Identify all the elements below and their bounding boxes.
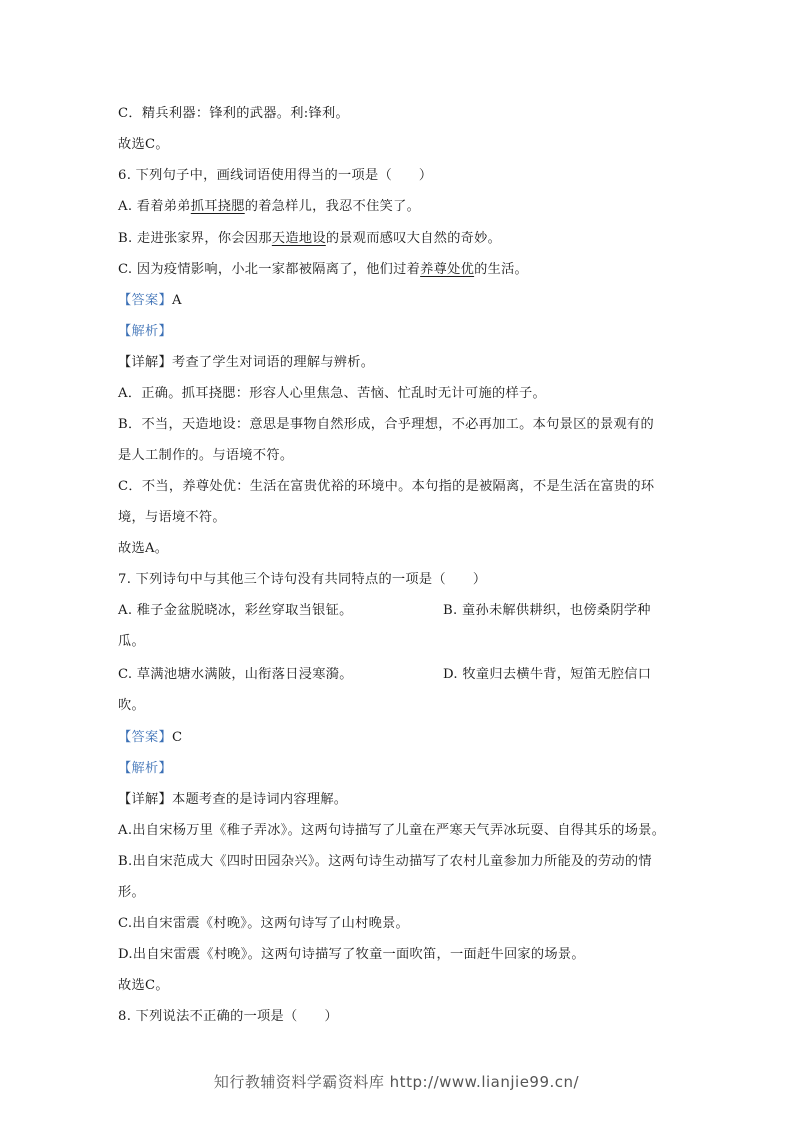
explanation-line xyxy=(118,915,409,933)
detail-text: 考查了学生对词语的理解与辨析。 xyxy=(171,355,375,370)
option-text: A. 看着弟弟 xyxy=(118,199,191,214)
conclusion-text: 故选C。 xyxy=(118,978,169,993)
underlined-word: 天造地设 xyxy=(271,231,326,246)
question-6-option-a xyxy=(118,198,420,216)
explanation-line xyxy=(118,447,293,465)
detail-tag: 【详解】 xyxy=(118,355,172,370)
explanation-line xyxy=(118,853,652,871)
analysis-tag: 【解析】 xyxy=(118,324,172,339)
explanation-text: B．不当，天造地设：意思是事物自然形成，合乎理想，不必再加工。本句景区的景观有的 xyxy=(118,417,654,432)
option-text: A. 稚子金盆脱晓冰，彩丝穿取当银钲。 xyxy=(118,603,353,618)
question-7-option-b-cont xyxy=(118,633,145,651)
explanation-line xyxy=(118,822,665,840)
underlined-word: 抓耳挠腮 xyxy=(190,199,245,214)
answer-value: A xyxy=(171,293,182,308)
question-7-option-a xyxy=(118,602,353,620)
option-text: B. 走进张家界，你会因那 xyxy=(118,231,272,246)
underlined-word: 养尊处优 xyxy=(420,262,475,277)
option-text: 的着急样儿，我忍不住笑了。 xyxy=(244,199,421,214)
option-text: 瓜。 xyxy=(118,634,145,649)
question-text: 8. 下列说法不正确的一项是（ ） xyxy=(118,1009,338,1024)
option-text: D. 牧童归去横牛背，短笛无腔信口 xyxy=(443,667,652,682)
conclusion-6 xyxy=(118,540,168,558)
answer-tag: 【答案】 xyxy=(118,293,172,308)
question-7-option-c xyxy=(118,666,353,684)
detail-tag: 【详解】 xyxy=(118,792,172,807)
option-c-explanation: C．精兵利器：锋利的武器。利:锋利。 xyxy=(118,106,349,121)
answer-7 xyxy=(118,729,182,747)
conclusion-text: 故选A。 xyxy=(118,541,169,556)
conclusion-7 xyxy=(118,977,169,995)
question-6-option-c xyxy=(118,261,528,279)
explanation-text: A.出自宋杨万里《稚子弄冰》。这两句诗描写了儿童在严寒天气弄冰玩耍、自得其乐的场景。 xyxy=(118,823,666,838)
question-8 xyxy=(118,1008,338,1026)
question-6-option-b xyxy=(118,230,501,248)
explanation-text: C．不当，养尊处优：生活在富贵优裕的环境中。本句指的是被隔离，不是生活在富贵的环 xyxy=(118,479,655,494)
explanation-text: C.出自宋雷震《村晚》。这两句诗写了山村晚景。 xyxy=(118,916,410,931)
answer-value: C xyxy=(171,730,183,745)
explanation-text: 是人工制作的。与语境不符。 xyxy=(118,448,294,463)
explanation-text: D.出自宋雷震《村晚》。这两句诗描写了牧童一面吹笛，一面赶牛回家的场景。 xyxy=(118,947,585,962)
option-text: 吹。 xyxy=(118,698,145,713)
analysis-tag: 【解析】 xyxy=(118,761,172,776)
detail-7 xyxy=(118,791,347,809)
question-7-option-d-cont xyxy=(118,697,145,715)
detail-6 xyxy=(118,354,374,372)
explanation-line xyxy=(118,385,546,403)
question-7-option-d xyxy=(443,666,651,684)
text-line xyxy=(118,105,349,123)
question-6 xyxy=(118,167,432,185)
explanation-line xyxy=(118,509,226,527)
explanation-text: 境，与语境不符。 xyxy=(118,510,226,525)
question-7-option-b xyxy=(443,602,651,620)
question-text: 6. 下列句子中，画线词语使用得当的一项是（ ） xyxy=(118,168,433,183)
analysis-6 xyxy=(118,323,172,341)
option-text: 的生活。 xyxy=(474,262,529,277)
explanation-line xyxy=(118,884,145,902)
explanation-line xyxy=(118,416,654,434)
explanation-text: A．正确。抓耳挠腮：形容人心里焦急、苦恼、忙乱时无计可施的样子。 xyxy=(118,386,546,401)
explanation-text: 形。 xyxy=(118,885,145,900)
option-text: B. 童孙未解供耕织，也傍桑阴学种 xyxy=(443,603,651,618)
answer-6 xyxy=(118,292,182,310)
explanation-line xyxy=(118,946,585,964)
footer-watermark: 知行教辅资料学霸资料库 http://www.lianjie99.cn/ xyxy=(213,1073,580,1091)
analysis-7 xyxy=(118,760,172,778)
option-text: C. 因为疫情影响，小北一家都被隔离了，他们过着 xyxy=(118,262,421,277)
question-7 xyxy=(118,571,486,589)
conclusion: 故选C。 xyxy=(118,137,169,152)
answer-tag: 【答案】 xyxy=(118,730,172,745)
option-text: C. 草满池塘水满陂，山衔落日浸寒漪。 xyxy=(118,667,353,682)
question-text: 7. 下列诗句中与其他三个诗句没有共同特点的一项是（ ） xyxy=(118,572,487,587)
explanation-text: B.出自宋范成大《四时田园杂兴》。这两句诗生动描写了农村儿童参加力所能及的劳动的情 xyxy=(118,854,652,869)
detail-text: 本题考查的是诗词内容理解。 xyxy=(171,792,348,807)
text-line xyxy=(118,136,169,154)
option-text: 的景观而感叹大自然的奇妙。 xyxy=(325,231,502,246)
explanation-line xyxy=(118,478,654,496)
